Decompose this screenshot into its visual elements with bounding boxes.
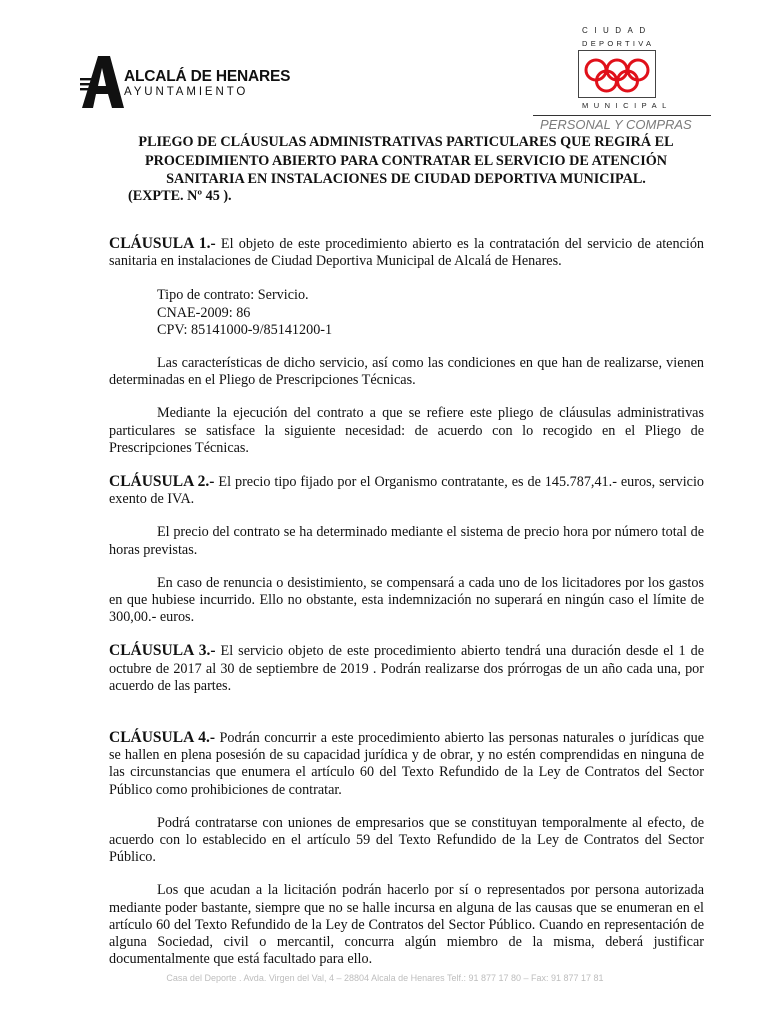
ciudad-deportiva-logo: [578, 26, 690, 112]
clause-1: [109, 235, 704, 270]
title-line: SANITARIA EN INSTALACIONES DE CIUDAD DEPORTIVA MUNICIPAL.: [166, 171, 646, 187]
page-footer: Casa del Deporte . Avda. Virgen del Val, 4 – 28804 Alcala de Henares Telf.: 91 877 17 80 – Fax: 91 877 17 81: [166, 973, 604, 983]
olympic-rings-icon: [578, 50, 656, 98]
expediente-number: (EXPTE. Nº 45 ).: [128, 188, 232, 204]
document-body: [109, 235, 704, 969]
clause-1-paragraph-2: Las características de dicho servicio, así como las condiciones en que han de realizarse, vienen determinadas en el Pliego de Prescripciones Técnicas.: [109, 355, 704, 389]
cpv-code: CPV: 85141000-9/85141200-1: [157, 321, 333, 338]
clause-4-label: CLÁUSULA 4.-: [109, 729, 216, 747]
clause-3-text: El servicio objeto de este procedimiento abierto tendrá una duración desde el 1 de octubre de 2017 al 30 de septiembre de 2019 . Podrán realizarse dos prórrogas de un año cada una, por acuerdo de las partes.: [109, 643, 705, 694]
ayuntamiento-logo: [80, 56, 291, 108]
letter-a-emblem-icon: [80, 56, 126, 108]
title-line: PROCEDIMIENTO ABIERTO PARA CONTRATAR EL SERVICIO DE ATENCIÓN: [144, 152, 668, 169]
ayuntamiento-name: ALCALÁ DE HENARES: [124, 68, 291, 85]
clause-4-paragraph-2: Podrá contratarse con uniones de empresarios que se constituyan temporalmente al efecto, de acuerdo con lo establecido en el artículo 59 del Texto Refundido de la Ley de Contratos del Sector Público.: [109, 814, 704, 866]
clause-4-text: Podrán concurrir a este procedimiento abierto las personas naturales o jurídicas que se hallen en plena posesión de su capacidad jurídica y de obrar, y no estén comprendidas en ninguna de las circunstancias que enumera el artículo 60 del Texto Refundido de la Ley de Contratos del Sector Público como prohibiciones de contratar.: [109, 730, 704, 798]
clause-2-text: El precio tipo fijado por el Organismo contratante, es de 145.787,41.- euros, servicio exento de IVA.: [109, 474, 704, 508]
clause-1-label: CLÁUSULA 1.-: [109, 235, 216, 252]
ciudad-deportiva-top-text: CIUDAD: [582, 26, 652, 35]
clause-3-label: CLÁUSULA 3.-: [109, 642, 216, 660]
title-line: PLIEGO DE CLÁUSULAS ADMINISTRATIVAS PARTICULARES QUE REGIRÁ EL: [138, 134, 674, 150]
contract-type: Tipo de contrato: Servicio.: [157, 287, 309, 304]
clause-2-paragraph-3: En caso de renuncia o desistimiento, se compensará a cada uno de los licitadores por los gastos en que hubiese incurrido. Ello no obstante, esta indemnización no superará en ningún caso el límite de 300,00.- euros.: [109, 574, 704, 626]
clause-1-text: El objeto de este procedimiento abierto es la contratación del servicio de atención sanitaria en instalaciones de Ciudad Deportiva Municipal de Alcalá de Henares.: [109, 236, 705, 270]
clause-3: [109, 642, 704, 695]
clause-2-paragraph-2: El precio del contrato se ha determinado mediante el sistema de precio hora por número total de horas previstas.: [109, 524, 704, 558]
contract-type-block: [157, 287, 704, 339]
ayuntamiento-subtitle: AYUNTAMIENTO: [124, 86, 249, 98]
cnae-code: CNAE-2009: 86: [157, 304, 251, 321]
document-title: [108, 133, 704, 189]
clause-2-label: CLÁUSULA 2.-: [109, 473, 215, 491]
clause-1-paragraph-3: Mediante la ejecución del contrato a que se refiere este pliego de cláusulas administrativas particulares se satisface la siguiente necesidad: de acuerdo con lo recogido en el Pliego de Prescripciones Técnicas.: [109, 405, 704, 456]
clause-4-paragraph-3: Los que acudan a la licitación podrán hacerlo por sí o representados por persona autorizada mediante poder bastante, siempre que no se halle incursa en alguna de las causas que se enumeran en el artículo 60 del Texto Refundido de la Ley de Contratos del Sector Público. Cuando en representación de alguna Sociedad, civil o mercantil, concurra algún miembro de la misma, deberá justificar documentalmente que está facultado para ello.: [109, 882, 704, 968]
department-label: PERSONAL Y COMPRAS: [540, 117, 692, 132]
clause-2: [109, 473, 704, 508]
ciudad-deportiva-bottom-text: MUNICIPAL: [582, 101, 672, 110]
ciudad-deportiva-middle-text: DEPORTIVA: [582, 39, 655, 48]
clause-4: [109, 729, 704, 799]
header-divider: [533, 115, 711, 116]
